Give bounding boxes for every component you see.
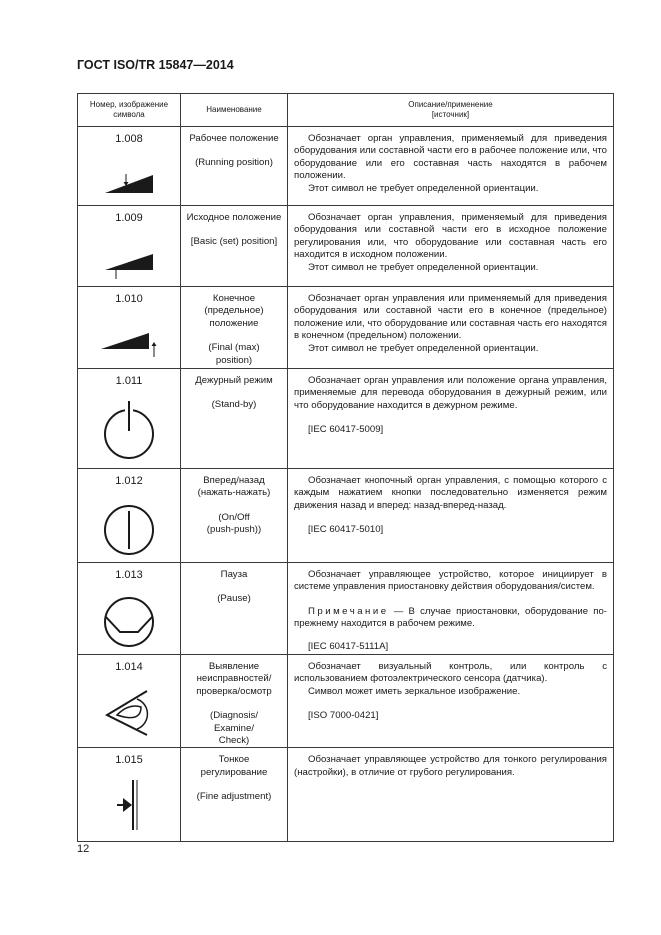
symbol-number: 1.013 (115, 569, 143, 581)
symbols-table (77, 93, 614, 842)
name-cell: Рабочее положение (Running position) (181, 127, 288, 206)
fine-adjustment-icon (109, 778, 149, 834)
table-row (78, 127, 614, 206)
symbol-number: 1.011 (115, 375, 143, 387)
table-row (78, 655, 614, 748)
table-row (78, 287, 614, 369)
source-reference: [IEC 60417-5010] (308, 524, 384, 536)
running-position-wedge-icon (99, 171, 159, 197)
description-cell: Обозначает орган управления или положение органа управления, применяемые для перевода оборудования в дежурный режим, или что оборудование находится в дежурном режиме. [IEC 60417-5009] (288, 369, 614, 469)
table-row (78, 206, 614, 287)
diagnosis-eye-icon (99, 685, 159, 739)
basic-set-position-wedge-icon (99, 250, 159, 280)
name-cell: Дежурный режим (Stand-by) (181, 369, 288, 469)
symbol-number: 1.012 (115, 475, 143, 487)
description-cell: Обозначает орган управления, применяемый для приведения оборудования или составной части его в исходное положение регулирования или, что оборудование или составная часть его находится в исходном положении. Этот символ не требует определенной ориентации. (288, 206, 614, 287)
column-header-name: Наименование (181, 94, 288, 127)
name-cell: Выявление неисправностей/ проверка/осмотр (Diagnosis/ Examine/ Check) (181, 655, 288, 748)
symbol-cell (78, 206, 181, 287)
column-header-number: Номер, изображение символа (78, 94, 181, 127)
symbol-cell (78, 127, 181, 206)
source-reference: [IEC 60417-5009] (308, 424, 384, 436)
source-reference: [IEC 60417-5111A] (308, 640, 389, 652)
description-cell: Обозначает управляющее устройство для тонкого регулирования (настройки), в отличие от грубого регулирования. (288, 748, 614, 842)
table-row (78, 748, 614, 842)
page-number: 12 (77, 843, 90, 855)
symbol-number: 1.008 (115, 133, 143, 145)
symbol-cell (78, 287, 181, 369)
description-cell: Обозначает орган управления, применяемый для приведения оборудования или составной части его в рабочее положение или, что оборудование или его составная часть находятся в рабочем положении. Этот символ не требует определенной ориентации. (288, 127, 614, 206)
name-cell: Вперед/назад (нажать-нажать) (On/Off (push-push)) (181, 469, 288, 563)
symbol-number: 1.009 (115, 212, 143, 224)
symbol-cell (78, 563, 181, 655)
note-text: — В случае приостановки, оборудование по-прежнему находится в рабочем режиме. (294, 605, 607, 630)
table-row (78, 369, 614, 469)
symbol-cell (78, 469, 181, 563)
name-cell: Пауза (Pause) (181, 563, 288, 655)
on-off-push-push-icon (99, 497, 159, 559)
document-header: ГОСТ ISO/TR 15847—2014 (77, 58, 234, 72)
description-cell: Обозначает кнопочный орган управления, с помощью которого с каждым нажатием кнопки последовательно изменяется режим движения назад и вперед: назад-вперед-назад. [IEC 60417-5010] (288, 469, 614, 563)
note-label: Примечание (308, 605, 389, 617)
symbol-number: 1.015 (115, 754, 143, 767)
name-cell: Тонкое регулирование (Fine adjustment) (181, 748, 288, 842)
table-header-row (78, 94, 614, 127)
column-header-description: Описание/применение [источник] (288, 94, 614, 127)
name-cell: Исходное положение [Basic (set) position] (181, 206, 288, 287)
source-reference: [ISO 7000-0421] (308, 710, 379, 722)
description-cell: Обозначает орган управления или применяемый для приведения оборудования или составной части его в конечное (предельное) положение или, что оборудование или составная часть его находятся в конечном (предельном) положении. Этот символ не требует определенной ориентации. (288, 287, 614, 369)
name-cell: Конечное (предельное) положение (Final (max) position) (181, 287, 288, 369)
symbol-number: 1.014 (115, 661, 143, 673)
note-paragraph (294, 606, 607, 631)
description-cell: Обозначает визуальный контроль, или контроль с использованием фотоэлектрического сенсора (датчика). Символ может иметь зеркальное изображение. [ISO 7000-0421] (288, 655, 614, 748)
symbol-cell (78, 369, 181, 469)
stand-by-icon (99, 399, 159, 461)
symbol-cell (78, 655, 181, 748)
symbol-number: 1.010 (115, 293, 143, 305)
description-cell: Обозначает управляющее устройство, которое инициирует в системе управления приостановку действия оборудования/систем. Примечание — В случае приостановки, оборудование по-прежнему находится в рабочем режиме. [IEC 60417-5111A] (288, 563, 614, 655)
pause-icon (99, 591, 159, 651)
table-row (78, 563, 614, 655)
table-row (78, 469, 614, 563)
final-max-position-wedge-icon (99, 329, 159, 359)
symbol-cell (78, 748, 181, 842)
